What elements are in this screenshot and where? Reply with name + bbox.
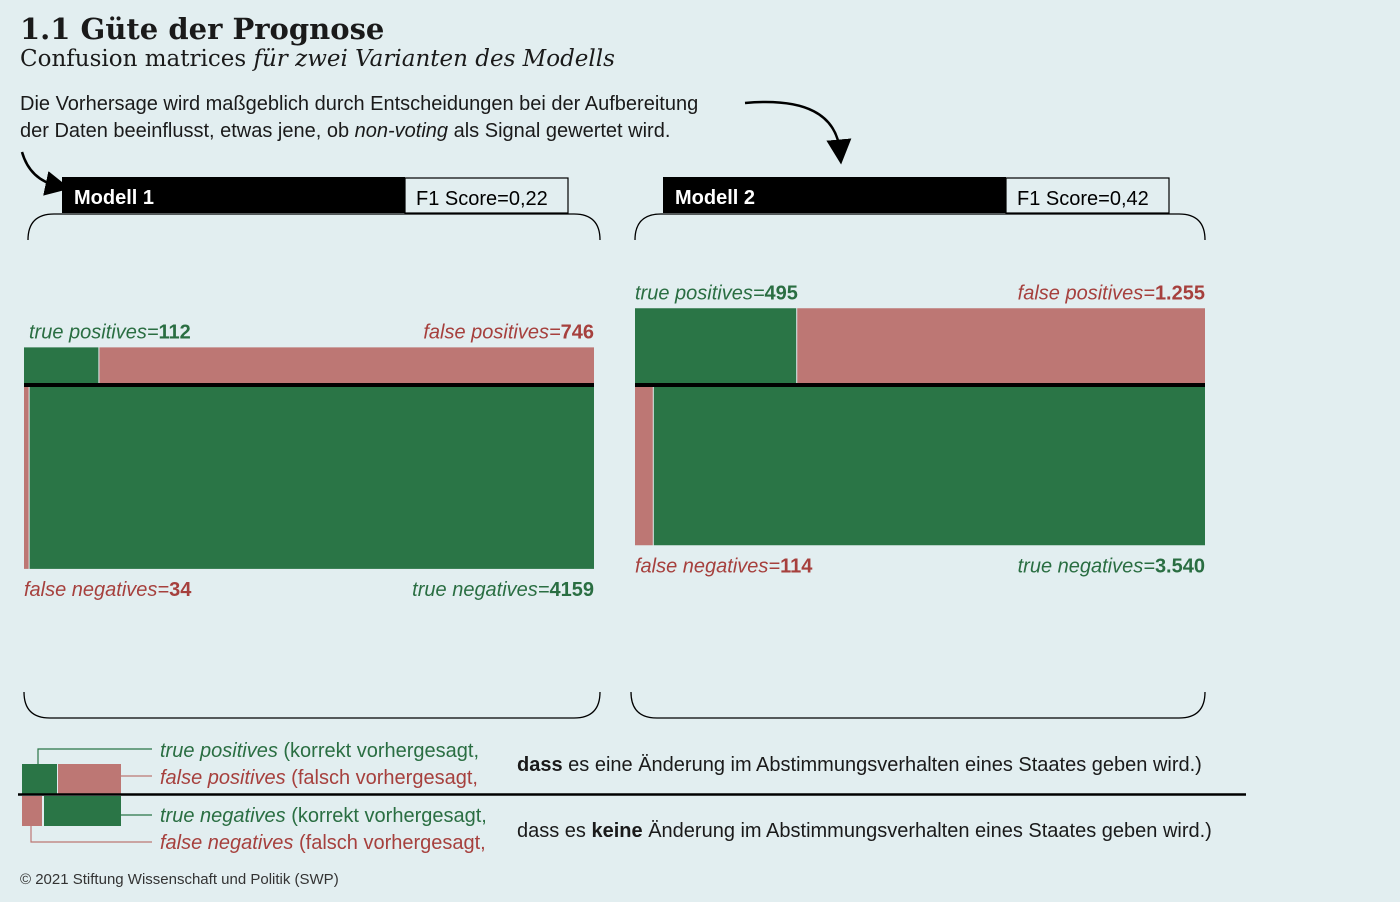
tn-label-name: true negatives= (1017, 555, 1155, 578)
legend-fn-swatch (22, 796, 42, 826)
f1-score-label: F1 Score=0,42 (1017, 188, 1149, 210)
legend-fp-text (160, 767, 478, 789)
legend-fn-text-desc: (falsch vorhergesagt, (293, 832, 486, 854)
legend-negative-bold: keine (591, 820, 643, 842)
brace-bottom (24, 692, 600, 718)
false-negatives-bar (635, 385, 653, 545)
legend-fn-text-name: false negatives (160, 832, 294, 854)
true-positives-label (29, 321, 191, 343)
tn-label-name: true negatives= (412, 578, 550, 601)
tp-label-name: true positives= (29, 321, 159, 344)
brace-bottom (631, 692, 1205, 718)
tn-label-value: 4159 (549, 578, 594, 601)
intro-line-1: Die Vorhersage wird maßgeblich durch Entscheidungen bei der Aufbereitung (20, 93, 699, 115)
legend-fp-swatch (58, 764, 121, 794)
true-negatives-bar (654, 385, 1205, 545)
intro-arrow-right (745, 102, 840, 152)
tp-label-value: 495 (764, 282, 798, 305)
subtitle-italic: für zwei Varianten des Modells (253, 46, 615, 72)
true-negatives-label (412, 579, 594, 601)
fn-label-value: 114 (780, 555, 813, 578)
true-positives-label (635, 282, 798, 304)
legend-tp-text (160, 740, 479, 762)
true-negatives-label (1018, 555, 1205, 577)
fp-label-value: 1.255 (1154, 282, 1205, 305)
legend-fn-text (160, 832, 486, 854)
false-positives-bar (99, 347, 594, 385)
legend-positive-explanation (517, 754, 1202, 776)
legend-tp-text-name: true positives (160, 740, 278, 762)
f1-score-label: F1 Score=0,22 (416, 188, 548, 210)
legend-tn-text-desc: (korrekt vorhergesagt, (285, 805, 487, 827)
legend-negative-explanation (517, 820, 1212, 842)
intro-arrow-left (22, 152, 58, 186)
legend-tn-text-name: true negatives (160, 805, 286, 827)
chart-title: 1.1 Güte der Prognose (20, 12, 385, 46)
brace-top (635, 214, 1205, 240)
fp-label-name: false positives= (423, 321, 561, 344)
legend-tn-swatch (44, 796, 121, 826)
copyright-credit: © 2021 Stiftung Wissenschaft und Politik (SWP) (20, 871, 339, 888)
brace-top (28, 214, 600, 240)
legend-tp-text-desc: (korrekt vorhergesagt, (277, 740, 480, 762)
fn-label-value: 34 (169, 578, 192, 601)
legend-tp-swatch (22, 764, 57, 794)
legend-tp-leader (38, 749, 152, 764)
legend-fp-text-desc: (falsch vorhergesagt, (285, 767, 478, 789)
false-positives-bar (797, 308, 1205, 385)
legend-group (18, 740, 1246, 854)
false-positives-label (423, 321, 594, 343)
subtitle-plain: Confusion matrices (20, 46, 247, 72)
legend-tn-text (160, 805, 487, 827)
intro-line-2-italic: non-voting (354, 120, 449, 142)
matrix-2 (631, 177, 1205, 718)
legend-negative-rest: Änderung im Abstimmungsverhalten eines Staates geben wird.) (642, 820, 1212, 842)
matrix-1 (24, 177, 600, 718)
tn-label-value: 3.540 (1154, 555, 1205, 578)
intro-line-2b: als Signal gewertet wird. (448, 120, 671, 142)
legend-negative-pre: dass es (517, 820, 592, 842)
model-name-label: Modell 2 (675, 187, 756, 209)
tp-label-name: true positives= (635, 282, 765, 305)
false-negatives-label (635, 555, 813, 577)
false-negatives-bar (24, 385, 29, 569)
true-positives-bar (635, 308, 796, 385)
true-positives-bar (24, 347, 98, 385)
fn-label-name: false negatives= (24, 578, 170, 601)
matrices-group (24, 177, 1205, 718)
model-name-label: Modell 1 (74, 187, 155, 209)
fp-label-name: false positives= (1017, 282, 1155, 305)
tp-label-value: 112 (158, 321, 191, 344)
false-positives-label (1018, 282, 1205, 304)
legend-positive-bold: dass (517, 754, 563, 776)
intro-line-2a: der Daten beeinflusst, etwas jene, ob (20, 120, 355, 142)
fp-label-value: 746 (560, 321, 594, 344)
legend-fp-text-name: false positives (160, 767, 286, 789)
legend-positive-rest: es eine Änderung im Abstimmungsverhalten eines Staates geben wird.) (562, 754, 1202, 776)
fn-label-name: false negatives= (635, 555, 781, 578)
false-negatives-label (24, 579, 192, 601)
true-negatives-bar (30, 385, 594, 569)
legend-fn-leader (31, 826, 152, 842)
